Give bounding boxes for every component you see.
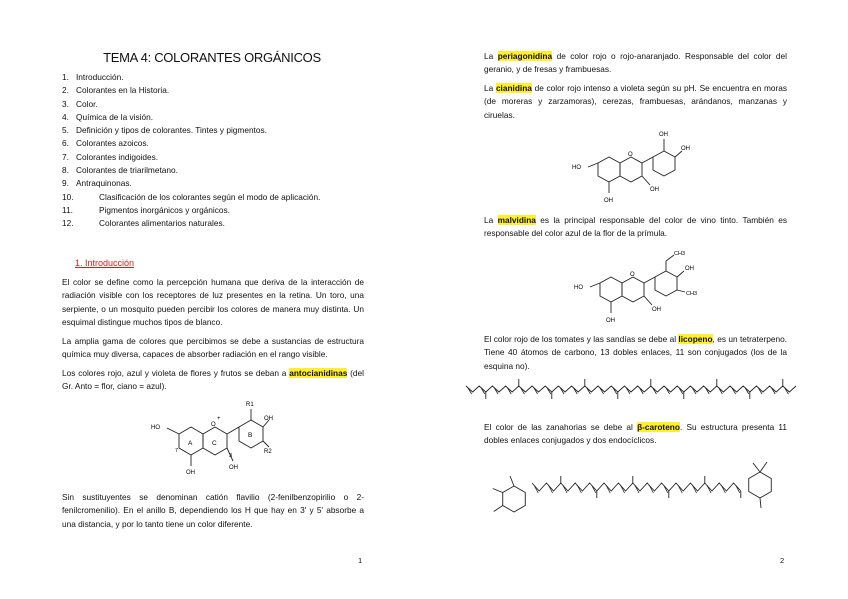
toc-item: [62, 151, 320, 164]
paragraph-licopeno: El color rojo de los tomates y las sandías se debe al licopeno, es un tetraterpeno. Tiene 40 átomos de carbono, 13 dobles enlaces, 11 son conjugados (los de la esquina no).: [484, 334, 787, 371]
label-ring-a: A: [188, 440, 193, 447]
lycopene-structure: [464, 375, 804, 405]
page-number: 2: [780, 556, 785, 565]
toc-item: [62, 204, 320, 217]
label-oxygen: O: [628, 152, 633, 158]
intro-paragraph: El color se define como la percepción humana que deriva de la interacción de radiación visible con los receptores de luz presentes en la retina. Un toro, una serpiente, o un mosquito pueden percibir los colores de manera muy distinta. Un esquimal distingue muchos tipos de blanco.: [62, 277, 364, 327]
table-of-contents: [62, 71, 320, 231]
label-ch3-top: CH3: [674, 251, 686, 257]
label-r1: R1: [246, 402, 254, 408]
paragraph-colors: La amplia gama de colores que percibimos se debe a sustancias de estructura química muy diversa, capaces de absorber radiación en el rango visible.: [62, 336, 364, 360]
toc-label: Colorantes azoicos.: [76, 138, 149, 149]
toc-label: Color.: [76, 98, 98, 109]
toc-item: [62, 177, 320, 190]
beta-carotene-structure: [484, 455, 804, 525]
label-ho: HO: [572, 165, 581, 171]
toc-item: [62, 84, 320, 97]
label-oh-3: OH: [652, 307, 661, 313]
paragraph-betacaroteno: El color de las zanahorias se debe al β-caroteno. Su estructura presenta 11 dobles enlaces conjugados y dos endocíclicos.: [484, 422, 788, 446]
toc-label: Antraquinonas.: [76, 178, 132, 189]
toc-num: 1.: [62, 72, 69, 82]
toc-num: 9.: [62, 178, 69, 189]
paragraph-anthocyanidins: Los colores rojo, azul y violeta de flores y frutos se deban a antocianidinas (del Gr. Anto = flor, ciano = azul).: [62, 368, 365, 392]
label-r2: R2: [264, 449, 272, 455]
label-oh-right: OH: [681, 146, 690, 152]
toc-label: Colorantes de triarilmetano.: [76, 165, 178, 176]
paragraph-periagonidina: La periagonidina de color rojo o rojo-anaranjado. Responsable del color del geranio, y de fresas y frambuesas.: [484, 51, 787, 75]
page-number: 1: [358, 556, 363, 565]
toc-label: Química de la visión.: [76, 111, 154, 122]
label-oh-3: OH: [650, 187, 659, 193]
paragraph-flavylium: Sin sustituyentes se denominan catión flavilio (2-fenilbenzopirilio o 2-fenilcromenilio). En el anillo B, dependiendo los H que hay en 3' y 5' absorbe a una distancia, y por lo tanto tiene un color diferente.: [62, 492, 364, 529]
toc-item: [62, 98, 320, 111]
cyanidin-structure: [572, 125, 702, 210]
toc-num: 3.: [62, 98, 69, 109]
label-ring-b: B: [248, 432, 253, 439]
highlight-term: malvidina: [497, 215, 536, 225]
label-ho: HO: [574, 285, 583, 291]
label-oh-top: OH: [659, 132, 668, 138]
label-oh-3: OH: [229, 465, 238, 471]
toc-label: Definición y tipos de colorantes. Tintes y pigmentos.: [76, 125, 267, 136]
toc-item: [62, 71, 320, 84]
paragraph-cianidina: La cianidina de color rojo intenso a violeta según su pH. Se encuentra en moras (de moreras y zarzamoras), cerezas, frambuesas, arándanos, manzanas y ciruelas.: [484, 83, 787, 120]
label-ring-c: C: [212, 440, 217, 447]
toc-label: Introducción.: [76, 72, 124, 82]
toc-num: 8.: [62, 165, 69, 176]
label-oh-bottom: OH: [604, 198, 613, 204]
label-oxygen: O: [211, 422, 216, 428]
malvidin-structure: [574, 247, 704, 327]
toc-num: 5.: [62, 125, 69, 136]
toc-label: Colorantes alimentarios naturales.: [99, 218, 225, 229]
toc-label: Clasificación de los colorantes según el modo de aplicación.: [99, 191, 321, 202]
highlight-term: β-caroteno: [637, 422, 680, 432]
toc-item: [62, 124, 320, 137]
toc-label: Colorantes indigoides.: [76, 151, 159, 162]
label-3: 3: [229, 453, 233, 459]
label-oh-bottom: OH: [186, 470, 195, 476]
label-oxygen: O: [630, 272, 635, 278]
label-oh-right: OH: [685, 266, 694, 272]
highlight-term: antocianidinas: [289, 368, 348, 378]
paragraph-malvidina: La malvidina es la principal responsable del color de vino tinto. También es responsable del color azul de la flor de la prímula.: [484, 215, 787, 239]
toc-item: [62, 217, 320, 230]
label-ch3-right: CH3: [686, 291, 698, 297]
toc-item: [62, 191, 320, 204]
page-2: [424, 0, 848, 599]
toc-num: 2.: [62, 85, 69, 96]
toc-num: 12.: [62, 218, 74, 229]
toc-item: [62, 137, 320, 150]
label-plus: +: [217, 416, 221, 422]
flavylium-structure: [145, 395, 295, 487]
highlight-term: periagonidina: [497, 51, 553, 61]
toc-num: 10.: [62, 191, 74, 202]
toc-label: Colorantes en la Historia.: [76, 85, 170, 96]
label-7: 7: [175, 448, 179, 454]
section-heading: 1. Introducción: [75, 258, 135, 268]
toc-num: 7.: [62, 151, 69, 162]
toc-item: [62, 164, 320, 177]
label-oh-bottom: OH: [606, 318, 615, 324]
label-oh-b: OH: [264, 416, 273, 422]
page-title: TEMA 4: COLORANTES ORGÁNICOS: [103, 50, 321, 65]
highlight-term: licopeno: [678, 334, 713, 344]
toc-num: 4.: [62, 111, 69, 122]
toc-num: 6.: [62, 138, 69, 149]
toc-item: [62, 111, 320, 124]
toc-num: 11.: [62, 204, 73, 215]
highlight-term: cianidina: [495, 83, 532, 93]
label-ho: HO: [151, 425, 160, 431]
toc-label: Pigmentos inorgánicos y orgánicos.: [99, 204, 230, 215]
